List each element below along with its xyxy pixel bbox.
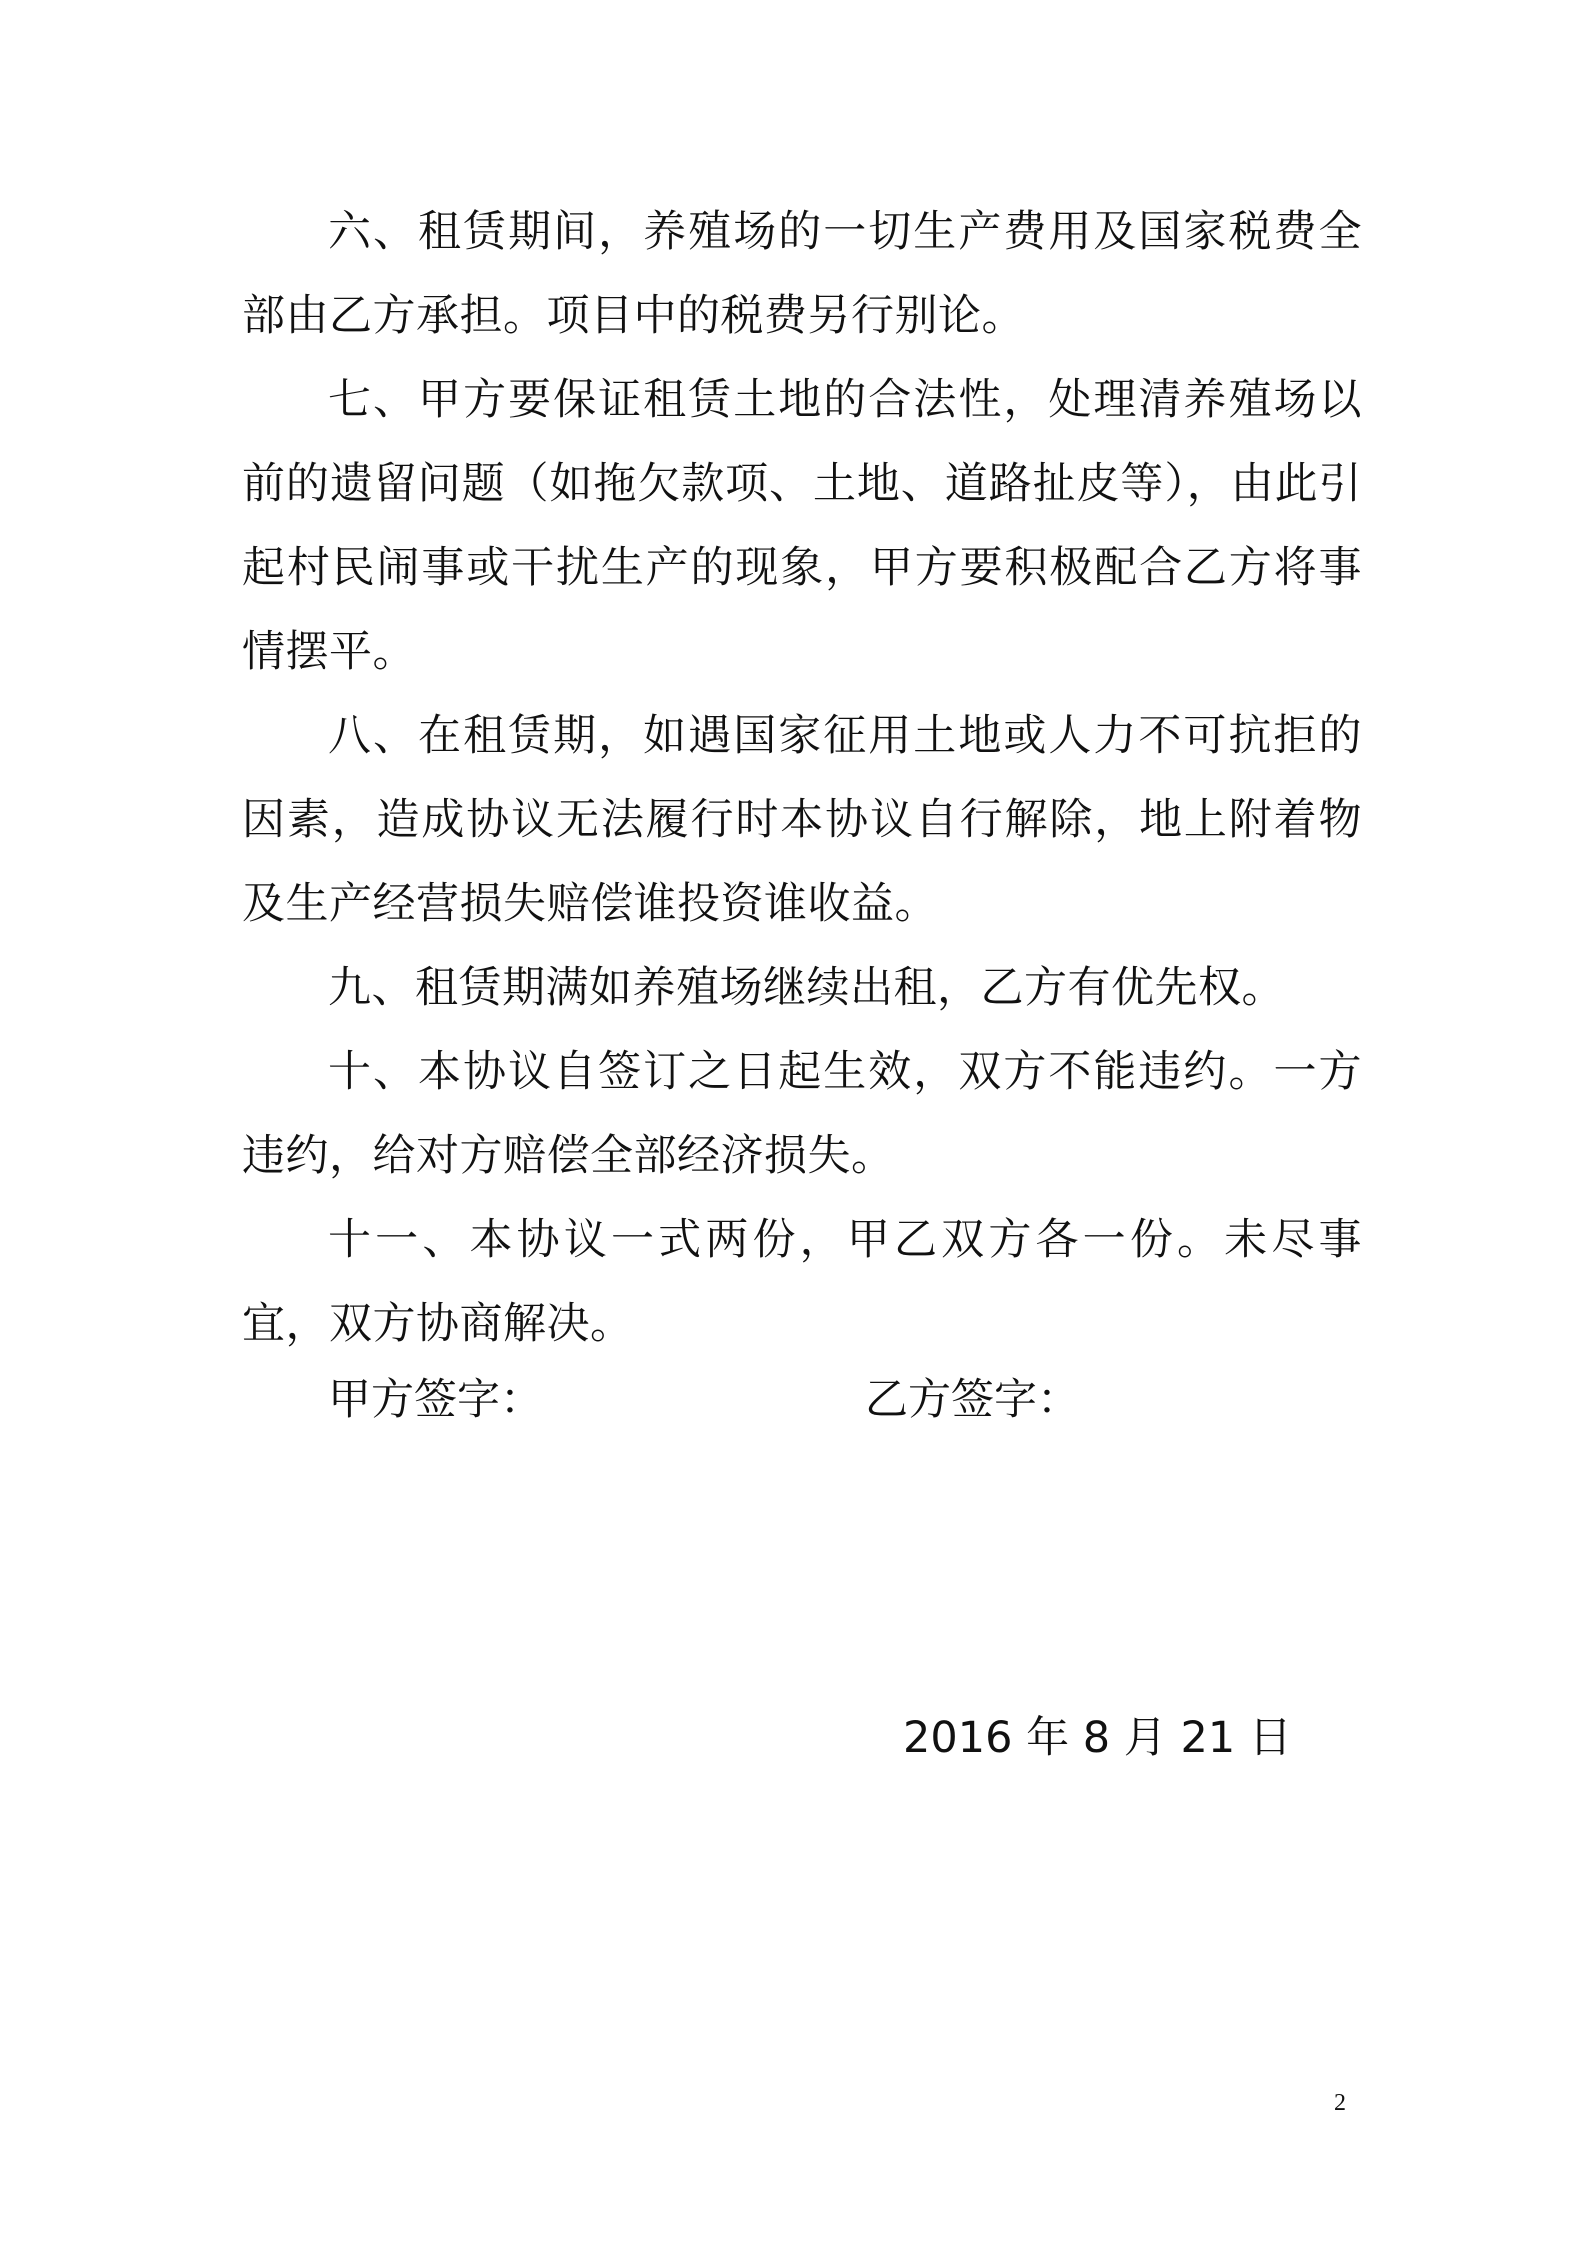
- clause-list: [242, 190, 1362, 1366]
- clause-six: 六、租赁期间，养殖场的一切生产费用及国家税费全部由乙方承担。项目中的税费另行别论。: [242, 207, 1362, 341]
- clause-eight: 八、在租赁期，如遇国家征用土地或人力不可抗拒的因素，造成协议无法履行时本协议自行解除，地上附着物及生产经营损失赔偿谁投资谁收益。: [242, 711, 1362, 929]
- page-number: 2: [1334, 2090, 1346, 2116]
- clause-nine: 九、租赁期满如养殖场继续出租，乙方有优先权。: [328, 963, 1285, 1013]
- party-a-signature-label: 甲方签字：: [328, 1375, 543, 1425]
- signing-date: 2016 年 8 月 21 日: [903, 1713, 1292, 1763]
- signature-row: [0, 1358, 1586, 1442]
- clause-eleven: 十一、本协议一式两份，甲乙双方各一份。未尽事宜，双方协商解决。: [242, 1215, 1362, 1349]
- clause-seven: 七、甲方要保证租赁土地的合法性，处理清养殖场以前的遗留问题（如拖欠款项、土地、道路扯皮等），由此引起村民闹事或干扰生产的现象，甲方要积极配合乙方将事情摆平。: [242, 375, 1362, 677]
- clause-ten: 十、本协议自签订之日起生效，双方不能违约。一方违约，给对方赔偿全部经济损失。: [242, 1047, 1362, 1181]
- party-b-signature-label: 乙方签字：: [865, 1375, 1080, 1425]
